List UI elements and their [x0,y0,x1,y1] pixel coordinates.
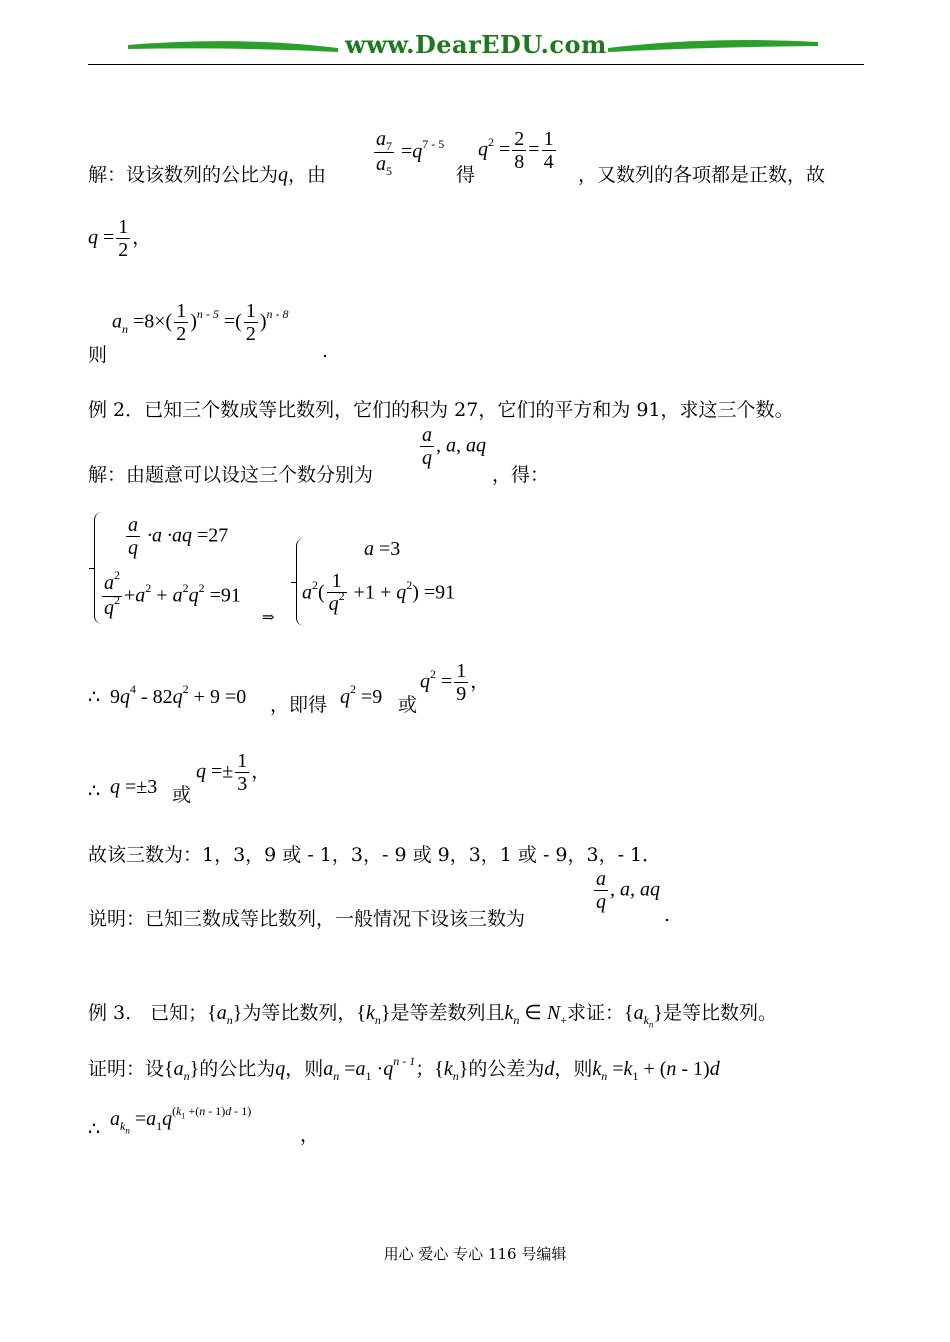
solution-line-1: 解：设该数列的公比为q，由 [88,164,327,186]
page-header [88,30,864,70]
text: 求证： [566,1002,624,1024]
example-3-proof: 证明：设$\{a_n\}$的公比为q，则$a_n =a_1 \cdot q^{n - 1}$；$\{k_n\}$的公差为d，则$k_n =k_1 + (n - 1)d$ [88,1054,720,1083]
text: ，则 [285,1058,324,1080]
example-2-note: 说明：已知三数成等比数列，一般情况下设该三数为 [88,908,526,930]
then-word: 则 [88,344,108,366]
period: . [322,340,329,362]
text: 的公差为 [468,1058,545,1080]
formula-q-pm-third: q =± $\frac{1}{3}$ ， [196,750,271,795]
therefore-symbol-2: ∴ [88,780,101,802]
formula-three-terms: $\frac{a}{q}$ , a, aq [422,424,486,469]
formula-q-pm3: q =±3 [110,776,158,798]
text: 的公比为 [199,1058,276,1080]
example-2-statement: 例 2．已知三个数成等比数列，它们的积为 27，它们的平方和为 91，求这三个数。 [88,399,794,421]
setup-suffix: ，得： [492,464,550,486]
text: 是等比数列。 [663,1002,778,1024]
text: 证明：设 [88,1058,165,1080]
get-word: 得 [456,164,476,186]
formula-an: $a_n =8\times$( $\frac{1}{2}$ )$^{n - 5}$ =( $\frac{1}{2}$ )$^{n - 8}$ [112,300,289,345]
text: 为等比数列， [242,1002,357,1024]
equation-product: $\frac{a}{q}$ ·a ·aq =27 [128,514,229,559]
formula-q-squared: $q^2$ = $\frac{2}{8}$ = $\frac{1}{4}$ [478,128,554,173]
formula-quartic: $9q^4 - 82q^2 + 9 =0$ [110,682,247,708]
or-word-2: 或 [172,784,192,806]
example-2-setup: 解：由题意可以设这三个数分别为 [88,464,374,486]
page-footer: 用心 爱心 专心 116 号编辑 [383,1245,567,1263]
text: 解：设该数列的公比为 [88,164,279,186]
header-rule [88,64,864,65]
formula-three-terms-note: $\frac{a}{q}$ , a, aq [596,868,660,913]
note-period: . [664,904,671,926]
implies-arrow: ⇒ [262,608,275,626]
text: ； [415,1058,435,1080]
example-2-answer: 故该三数为：1，3，9 或 - 1，3，- 9 或 9，3，1 或 - 9，3，- 1． [88,844,662,866]
positive-terms-text: ，又数列的各项都是正数，故 [578,164,826,186]
namely-text: ，即得 [270,694,328,716]
therefore-symbol: ∴ [88,686,101,708]
text: ，由 [288,164,327,186]
text: 是等差数列且 [390,1002,505,1024]
text: ，则 [554,1058,593,1080]
formula-q-half: q = $\frac{1}{2}$ ， [88,216,152,261]
therefore-symbol-3: ∴ [88,1118,101,1140]
equation-sum-squares: $\frac{a^2}{q^2}$ $+a^2 + a^2q^2 =91$ [104,568,241,619]
or-word: 或 [398,694,418,716]
equation-a-equals-3: a =3 [364,538,401,560]
formula-q2-9: $q^2 =9$ [340,682,383,708]
formula-q2-ninth: $q^2$ = $\frac{1}{9}$ ， [420,660,490,705]
trailing-comma: ， [300,1124,320,1146]
site-logo-text: www.DearEDU.com [345,30,607,59]
text: 例 3． 已知； [88,1002,208,1024]
example-3-statement: 例 3． 已知；$\{a_n\}$为等比数列，$\{k_n\}$是等差数列且$k_n$ ∈ $N_+$求证：$\{a_{k_n}\}$是等比数列。 [88,1002,778,1030]
formula-ratio: $\frac{a_7}{a_5}$ $=q^{7 - 5}$ [376,128,445,178]
formula-a-kn: $a_{k_n} =a_1q^{(k_1 +(n - 1)d - 1)}$ [110,1104,252,1136]
equation-reduced: $a^2$( $\frac{1}{q^2}$ $+1 + q^2) =91$ [302,570,456,615]
